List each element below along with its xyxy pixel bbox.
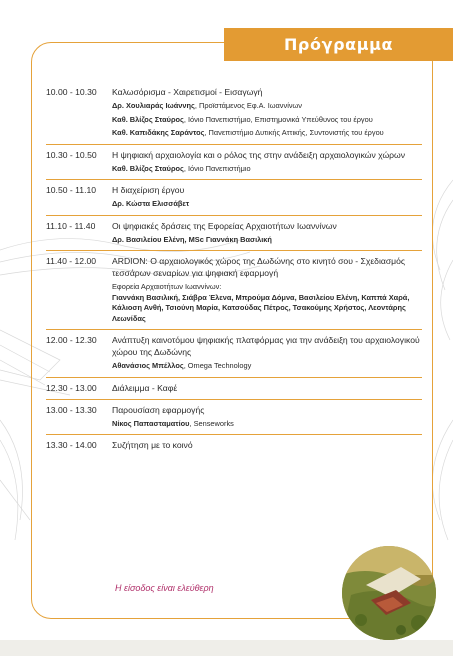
speaker-affiliation: , Ιόνιο Πανεπιστήμιο, Επιστημονικά Υπεύθυνος του έργου <box>183 114 373 124</box>
speaker-name: Δρ. Βασιλείου Ελένη, MSc Γιαννάκη Βασιλική <box>112 234 272 244</box>
session-topic: Συζήτηση με το κοινό <box>112 440 193 450</box>
schedule-row <box>46 82 422 145</box>
schedule-row <box>46 378 422 400</box>
session-content <box>112 439 422 451</box>
bottom-band <box>0 640 453 656</box>
schedule-row <box>46 251 422 330</box>
session-content <box>112 404 422 430</box>
session-speaker <box>112 199 422 210</box>
free-entry-note: Η είσοδος είναι ελεύθερη <box>115 583 214 593</box>
session-time: 13.30 - 14.00 <box>46 440 97 450</box>
speaker-affiliation: , Ιόνιο Πανεπιστήμιο <box>183 163 251 173</box>
schedule-row <box>46 180 422 216</box>
program-title: Πρόγραμμα <box>224 28 453 61</box>
session-content <box>112 220 422 246</box>
session-organization: Εφορεία Αρχαιοτήτων Ιωαννίνων: <box>112 282 222 291</box>
session-time: 10.30 - 10.50 <box>46 149 97 160</box>
session-speaker <box>112 164 422 175</box>
session-time: 12.30 - 13.00 <box>46 382 97 393</box>
speaker-name: Δρ. Χουλιαράς Ιωάννης <box>112 101 195 110</box>
session-speaker <box>112 235 422 246</box>
speaker-affiliation: , Προϊστάμενος Εφ.Α. Ιωαννίνων <box>194 101 302 110</box>
session-content <box>112 334 422 372</box>
session-content <box>112 184 422 210</box>
session-topic: Παρουσίαση εφαρμογής <box>112 404 205 415</box>
session-topic: Ανάπτυξη καινοτόμου ψηφιακής πλατφόρμας για την ανάδειξη του αρχαιολογικού χώρου της Δωδώνης <box>112 335 420 357</box>
session-team-names: Γιαννάκη Βασιλική, Σιάβρα Έλενα, Μπρούμα Δόμνα, Βασιλείου Ελένη, Καππά Χαρά, Κάλιοση Ανθή, Τσιούνη Μαρία, Κατσούδας Πέτρος, Τσακούμης Χρήστος, Λεοντάρης Λεωνίδας <box>112 292 410 323</box>
speaker-name: Καθ. Βλίζος Σταύρος <box>112 163 184 173</box>
schedule-row <box>46 400 422 436</box>
session-topic: Η διαχείριση έργου <box>112 185 185 195</box>
session-time: 13.00 - 13.30 <box>46 404 97 415</box>
schedule-row <box>46 330 422 378</box>
session-time: 10.50 - 11.10 <box>46 185 97 195</box>
session-content <box>112 149 422 175</box>
session-content <box>112 255 422 324</box>
speaker-affiliation: , Πανεπιστήμιο Δυτικής Αττικής, Συντονιστής του έργου <box>204 128 384 137</box>
session-time: 10.00 - 10.30 <box>46 87 97 97</box>
session-time: 11.10 - 11.40 <box>46 220 96 231</box>
session-topic: Διάλειμμα - Καφέ <box>112 382 178 393</box>
session-content <box>112 86 422 139</box>
session-speaker <box>112 361 422 372</box>
schedule-list <box>46 82 422 456</box>
session-topic: ARDION: Ο αρχαιολογικός χώρος της Δωδώνης στο κινητό σου - Σχεδιασμός τεσσάρων σεναρίων για ψηφιακή εφαρμογή <box>112 256 406 278</box>
schedule-row <box>46 145 422 181</box>
schedule-row <box>46 435 422 456</box>
speaker-name: Αθανάσιος Μπέλλος <box>112 361 184 370</box>
session-speaker <box>112 101 422 112</box>
speaker-name: Καθ. Βλίζος Σταύρος <box>112 114 184 124</box>
session-speaker <box>112 115 422 126</box>
site-photo <box>341 545 437 641</box>
session-time: 11.40 - 12.00 <box>46 256 97 266</box>
session-time: 12.00 - 12.30 <box>46 335 97 345</box>
speaker-name: Καθ. Καπιδάκης Σαράντος <box>112 128 205 137</box>
session-topic: Η ψηφιακή αρχαιολογία και ο ρόλος της στην ανάδειξη αρχαιολογικών χώρων <box>112 149 406 160</box>
session-topic: Οι ψηφιακές δράσεις της Εφορείας Αρχαιοτήτων Ιωαννίνων <box>112 220 337 231</box>
session-topic: Καλωσόρισμα - Χαιρετισμοί - Εισαγωγή <box>112 87 263 97</box>
speaker-name: Νίκος Παπασταματίου <box>112 418 190 428</box>
speaker-name: Δρ. Κώστα Ελισσάβετ <box>112 199 190 208</box>
speaker-affiliation: , Omega Technology <box>183 361 252 370</box>
session-speaker <box>112 419 422 430</box>
schedule-row <box>46 216 422 252</box>
session-speaker <box>112 128 422 139</box>
session-content <box>112 382 422 394</box>
speaker-affiliation: , Senseworks <box>189 418 234 428</box>
